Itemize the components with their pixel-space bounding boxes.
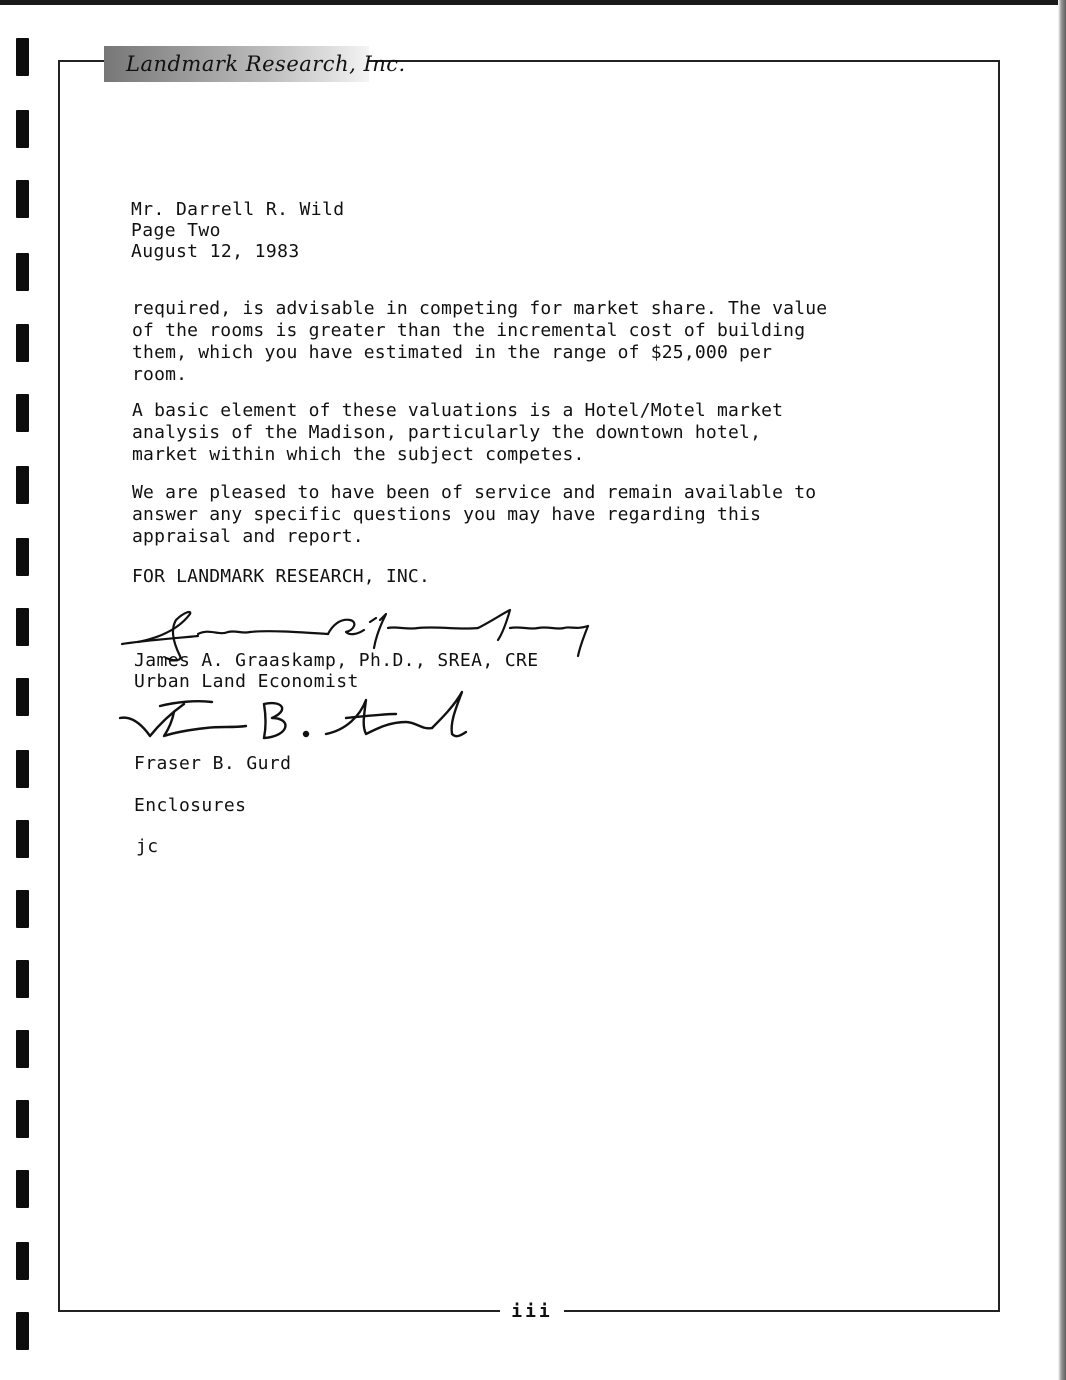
company-name: Landmark Research, Inc. [126, 52, 406, 76]
signatory-2-name: Fraser B. Gurd [134, 753, 292, 774]
page-right-edge [1058, 0, 1066, 1380]
recipient-name: Mr. Darrell R. Wild [131, 199, 345, 220]
letterhead-logo [104, 46, 406, 82]
enclosures-note: Enclosures [134, 795, 247, 816]
paragraph-line: We are pleased to have been of service and remain available to [132, 482, 817, 503]
page-number-text: iii [511, 1300, 553, 1322]
letter-date: August 12, 1983 [131, 241, 300, 262]
page-label: Page Two [131, 220, 221, 241]
paragraph-line: market within which the subject competes. [132, 444, 585, 465]
paragraph-line: room. [132, 364, 188, 385]
paragraph-line: analysis of the Madison, particularly the downtown hotel, [132, 422, 762, 443]
paragraph-line: appraisal and report. [132, 526, 364, 547]
typist-initials: jc [136, 836, 159, 857]
signatory-1-title: Urban Land Economist [134, 671, 359, 692]
closing-firm: FOR LANDMARK RESEARCH, INC. [132, 566, 430, 587]
page-top-edge [0, 0, 1066, 5]
paragraph-line: A basic element of these valuations is a Hotel/Motel market [132, 400, 784, 421]
paragraph-line: them, which you have estimated in the range of $25,000 per [132, 342, 773, 363]
gurd-signature [116, 688, 476, 748]
paragraph-line: answer any specific questions you may have regarding this [132, 504, 762, 525]
signatory-1-name: James A. Graaskamp, Ph.D., SREA, CRE [134, 650, 539, 671]
paragraph-line: of the rooms is greater than the incremental cost of building [132, 320, 806, 341]
binding-holes [16, 38, 30, 1358]
paragraph-line: required, is advisable in competing for market share. The value [132, 298, 828, 319]
page-number [500, 1298, 564, 1324]
